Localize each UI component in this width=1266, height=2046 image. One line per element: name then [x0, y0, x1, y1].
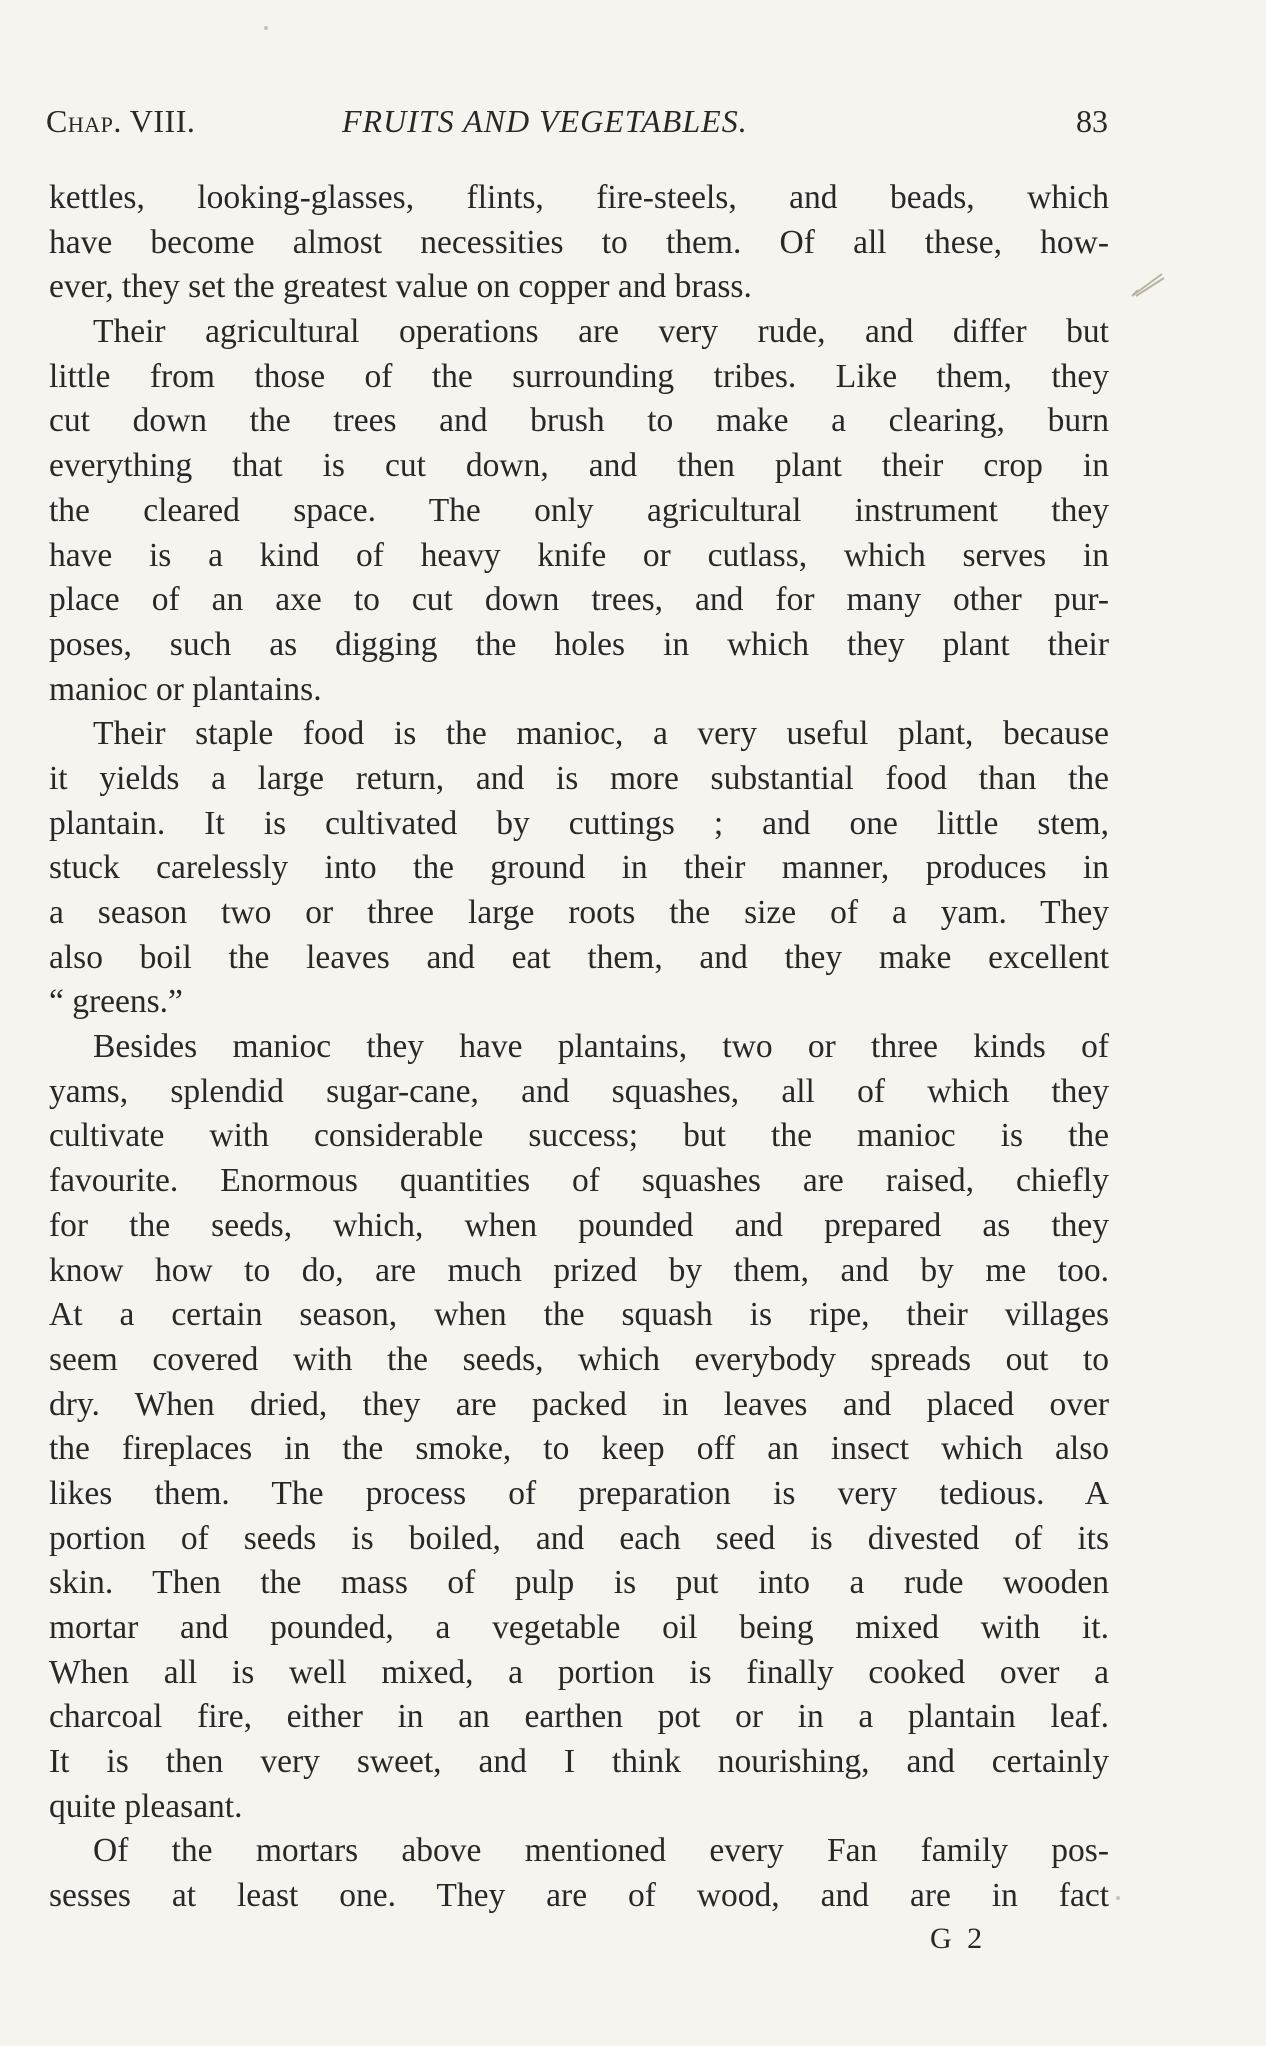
text-line: portion of seeds is boiled, and each seed is divested of its [49, 1519, 1109, 1557]
text-line: the cleared space. The only agricultural instrument they [49, 491, 1109, 529]
text-line: yams, splendid sugar-cane, and squashes, all of which they [49, 1072, 1109, 1110]
text-line: At a certain season, when the squash is ripe, their villages [49, 1296, 1109, 1334]
text-line: everything that is cut down, and then plant their crop in [49, 447, 1109, 485]
text-line: quite pleasant. [49, 1787, 243, 1825]
running-header [46, 103, 1108, 143]
paper-speck [1116, 1896, 1120, 1900]
text-line: plantain. It is cultivated by cuttings ; and one little stem, [49, 804, 1109, 842]
text-line: Besides manioc they have plantains, two or three kinds of [93, 1028, 1109, 1066]
text-line: favourite. Enormous quantities of squashes are raised, chiefly [49, 1162, 1109, 1200]
text-line: Their agricultural operations are very rude, and differ but [93, 313, 1109, 351]
running-title: FRUITS AND VEGETABLES. [342, 103, 748, 139]
text-line: It is then very sweet, and I think nourishing, and certainly [49, 1743, 1109, 1781]
text-line: “ greens.” [49, 983, 183, 1021]
text-line: mortar and pounded, a vegetable oil being mixed with it. [49, 1609, 1109, 1646]
text-line: the fireplaces in the smoke, to keep off an insect which also [49, 1430, 1109, 1468]
text-line: kettles, looking-glasses, flints, fire-steels, and beads, which [49, 179, 1109, 216]
pencil-mark-icon [1128, 270, 1168, 300]
text-line: ever, they set the greatest value on copper and brass. [49, 268, 752, 306]
chapter-label: Chap. VIII. [46, 103, 196, 139]
text-line: poses, such as digging the holes in which they plant their [49, 625, 1109, 663]
text-line: it yields a large return, and is more substantial food than the [49, 759, 1109, 797]
text-line: for the seeds, which, when pounded and prepared as they [49, 1206, 1109, 1244]
text-line: Their staple food is the manioc, a very useful plant, because [93, 715, 1109, 753]
text-line: When all is well mixed, a portion is finally cooked over a [49, 1653, 1109, 1691]
text-line: Of the mortars above mentioned every Fan family pos- [93, 1832, 1109, 1870]
text-line: manioc or plantains. [49, 670, 322, 708]
text-line: likes them. The process of preparation is very tedious. A [49, 1474, 1109, 1512]
text-line: seem covered with the seeds, which everybody spreads out to [49, 1340, 1109, 1378]
text-line: know how to do, are much prized by them, and by me too. [49, 1251, 1109, 1289]
text-line: charcoal fire, either in an earthen pot or in a plantain leaf. [49, 1698, 1109, 1736]
text-line: a season two or three large roots the size of a yam. They [49, 894, 1109, 931]
signature-mark: G 2 [930, 1922, 987, 1955]
text-line: little from those of the surrounding tribes. Like them, they [49, 357, 1109, 395]
text-line: stuck carelessly into the ground in their manner, produces in [49, 849, 1109, 887]
text-line: skin. Then the mass of pulp is put into a rude wooden [49, 1564, 1109, 1602]
paper-speck [264, 26, 268, 30]
body-text [49, 176, 1109, 1919]
page-number: 83 [1076, 103, 1108, 139]
text-line: sesses at least one. They are of wood, and are in fact [49, 1877, 1109, 1915]
text-line: have become almost necessities to them. Of all these, how- [49, 223, 1109, 261]
text-line: have is a kind of heavy knife or cutlass, which serves in [49, 536, 1109, 574]
text-line: place of an axe to cut down trees, and for many other pur- [49, 581, 1109, 619]
text-line: dry. When dried, they are packed in leaves and placed over [49, 1385, 1109, 1423]
text-line: cut down the trees and brush to make a clearing, burn [49, 402, 1109, 440]
text-line: also boil the leaves and eat them, and they make excellent [49, 938, 1109, 976]
text-line: cultivate with considerable success; but the manioc is the [49, 1117, 1109, 1155]
